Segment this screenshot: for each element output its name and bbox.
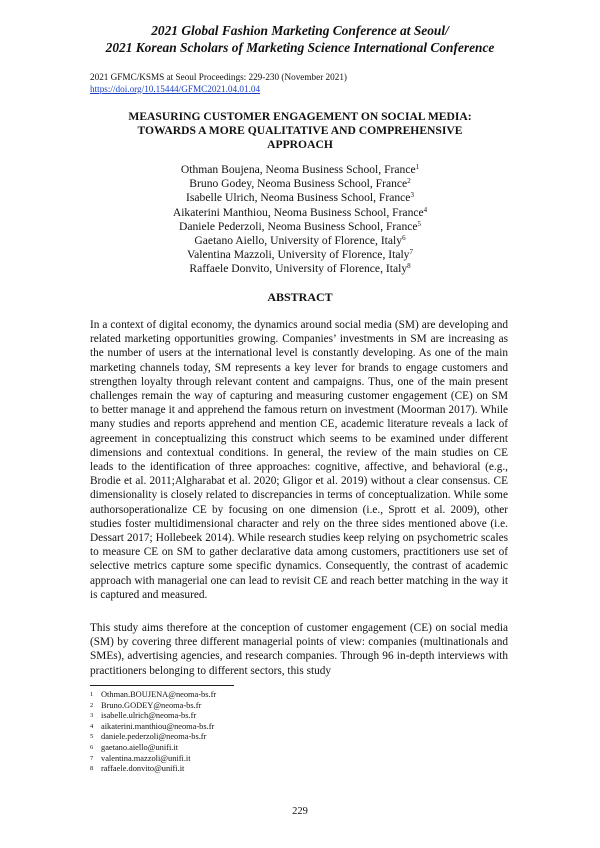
author-list xyxy=(0,163,600,277)
doi-link[interactable]: https://doi.org/10.15444/GFMC2021.04.01.04 xyxy=(90,83,261,94)
footnote-item: 1 Othman.BOUJENA@neoma-bs.fr xyxy=(90,690,217,699)
author-line: Othman Boujena, Neoma Business School, France$^1$ xyxy=(180,163,420,176)
paragraph-text: This study aims therefore at the conception of customer engagement (CE) on social media (SM) by covering three different managerial points of view: companies (multinationals and SMEs), advertising agencies, and research companies. Through 96 in-depth interviews with practitioners belonging to different sectors, this study xyxy=(90,622,508,677)
title-line: APPROACH xyxy=(267,138,333,151)
footnote-item: 4 aikaterini.manthiou@neoma-bs.fr xyxy=(90,721,215,731)
footnote-email: raffaele.donvito@unifi.it xyxy=(101,764,185,774)
proceedings-info xyxy=(90,72,347,95)
conference-line-1: 2021 Global Fashion Marketing Conference at Seoul/ xyxy=(151,23,449,38)
footnote-email: gaetano.aiello@unifi.it xyxy=(101,742,179,752)
footnote-email: Othman.BOUJENA@neoma-bs.fr xyxy=(101,690,217,699)
author-line: Valentina Mazzoli, University of Florence, Italy$^7$ xyxy=(187,248,413,262)
author-line: Isabelle Ulrich, Neoma Business School, France$^3$ xyxy=(186,191,414,205)
footnote-marker: 4 xyxy=(423,205,428,214)
footnote-item: 2 Bruno.GODEY@neoma-bs.fr xyxy=(90,700,202,710)
footnote-item: 5 daniele.pederzoli@neoma-bs.fr xyxy=(90,732,207,742)
proceedings-citation: 2021 GFMC/KSMS at Seoul Proceedings: 229-230 (November 2021) xyxy=(90,72,347,82)
footnote-list xyxy=(90,690,216,775)
page-number: 229 xyxy=(292,806,308,817)
title-line: MEASURING CUSTOMER ENGAGEMENT ON SOCIAL MEDIA: xyxy=(128,110,472,123)
abstract-heading: ABSTRACT xyxy=(267,290,333,304)
author-line: Gaetano Aiello, University of Florence, Italy$^6$ xyxy=(194,234,406,248)
paper-title xyxy=(0,110,600,152)
author-line: Daniele Pederzoli, Neoma Business School, France$^5$ xyxy=(178,219,422,233)
footnote-email: daniele.pederzoli@neoma-bs.fr xyxy=(101,732,207,742)
author-line: Bruno Godey, Neoma Business School, France$^2$ xyxy=(189,177,411,191)
footnote-email: valentina.mazzoli@unifi.it xyxy=(101,753,191,763)
footnote-marker: 1 xyxy=(415,163,420,171)
footnote-marker: 2 xyxy=(407,177,411,186)
abstract-paragraph-1 xyxy=(90,318,508,602)
footnote-marker: 6 xyxy=(402,234,406,243)
footnote-email: Bruno.GODEY@neoma-bs.fr xyxy=(101,700,202,710)
footnote-item: 7 valentina.mazzoli@unifi.it xyxy=(90,753,191,763)
conference-line-2: 2021 Korean Scholars of Marketing Science International Conference xyxy=(105,40,495,55)
footnote-marker: 7 xyxy=(409,248,413,257)
title-line: TOWARDS A MORE QUALITATIVE AND COMPREHENSIVE xyxy=(137,124,463,137)
footnote-item: 3 isabelle.ulrich@neoma-bs.fr xyxy=(90,711,197,721)
paragraph-text: In a context of digital economy, the dynamics around social media (SM) are developing and related marketing opportunities growing. Companies’ investments in SM are increasing as the number of users at the international level is constantly developing. As one of the main marketing channels today, SM represents a key lever for brands to engage customers and strengthen loyalty through relevant content and campaigns. Thus, one of the main present challenges remain the way of capturing and measuring customer engagement (CE) on SM to better manage it and apprehend the famous return on investment (Moorman 2017). While many studies and reports apprehend and mention CE, academic literature reveals a lack of agreement in conceptualizing this construct which seems to be examined under different dimensions and contextual conditions. In general, the review of the main studies on CE leads to the identification of three approaches: cognitive, affective, and behavioral (e.g., Brodie et al. 2011;Algharabat et al. 2020; Gligor et al. 2019) without a clear consensus. CE dimensionality is closely related to discrepancies in terms of conceptualization. While some authorsoperationalize CE by focusing on one dimension (i.e., Sprott et al. 2009), other studies foster multidimensional character and rely on the three sides mentioned above (i.e. Dessart 2017; Hollebeek 2014). While research studies keep relying on psychometric scales to measure CE on SM to gather declarative data among customers, practitioners use set of selective metrics capture some specific dynamics. Consequently, the contrast of academic approach with managerial one can lead to revisit CE and reach better matching in the way it is captured and measured. xyxy=(90,319,508,601)
footnote-email: isabelle.ulrich@neoma-bs.fr xyxy=(101,711,197,721)
footnote-email: aikaterini.manthiou@neoma-bs.fr xyxy=(101,721,215,731)
footnote-marker: 8 xyxy=(407,262,411,271)
conference-header xyxy=(0,22,600,56)
author-line: Aikaterini Manthiou, Neoma Business School, France$^4$ xyxy=(172,205,428,219)
author-line: Raffaele Donvito, University of Florence, Italy$^8$ xyxy=(189,262,411,276)
footnote-marker: 3 xyxy=(410,191,414,200)
abstract-paragraph-2 xyxy=(90,621,508,678)
footnote-divider xyxy=(90,685,234,686)
footnote-item: 8 raffaele.donvito@unifi.it xyxy=(90,764,185,774)
footnote-marker: 5 xyxy=(417,219,422,228)
footnote-item: 6 gaetano.aiello@unifi.it xyxy=(90,742,179,752)
